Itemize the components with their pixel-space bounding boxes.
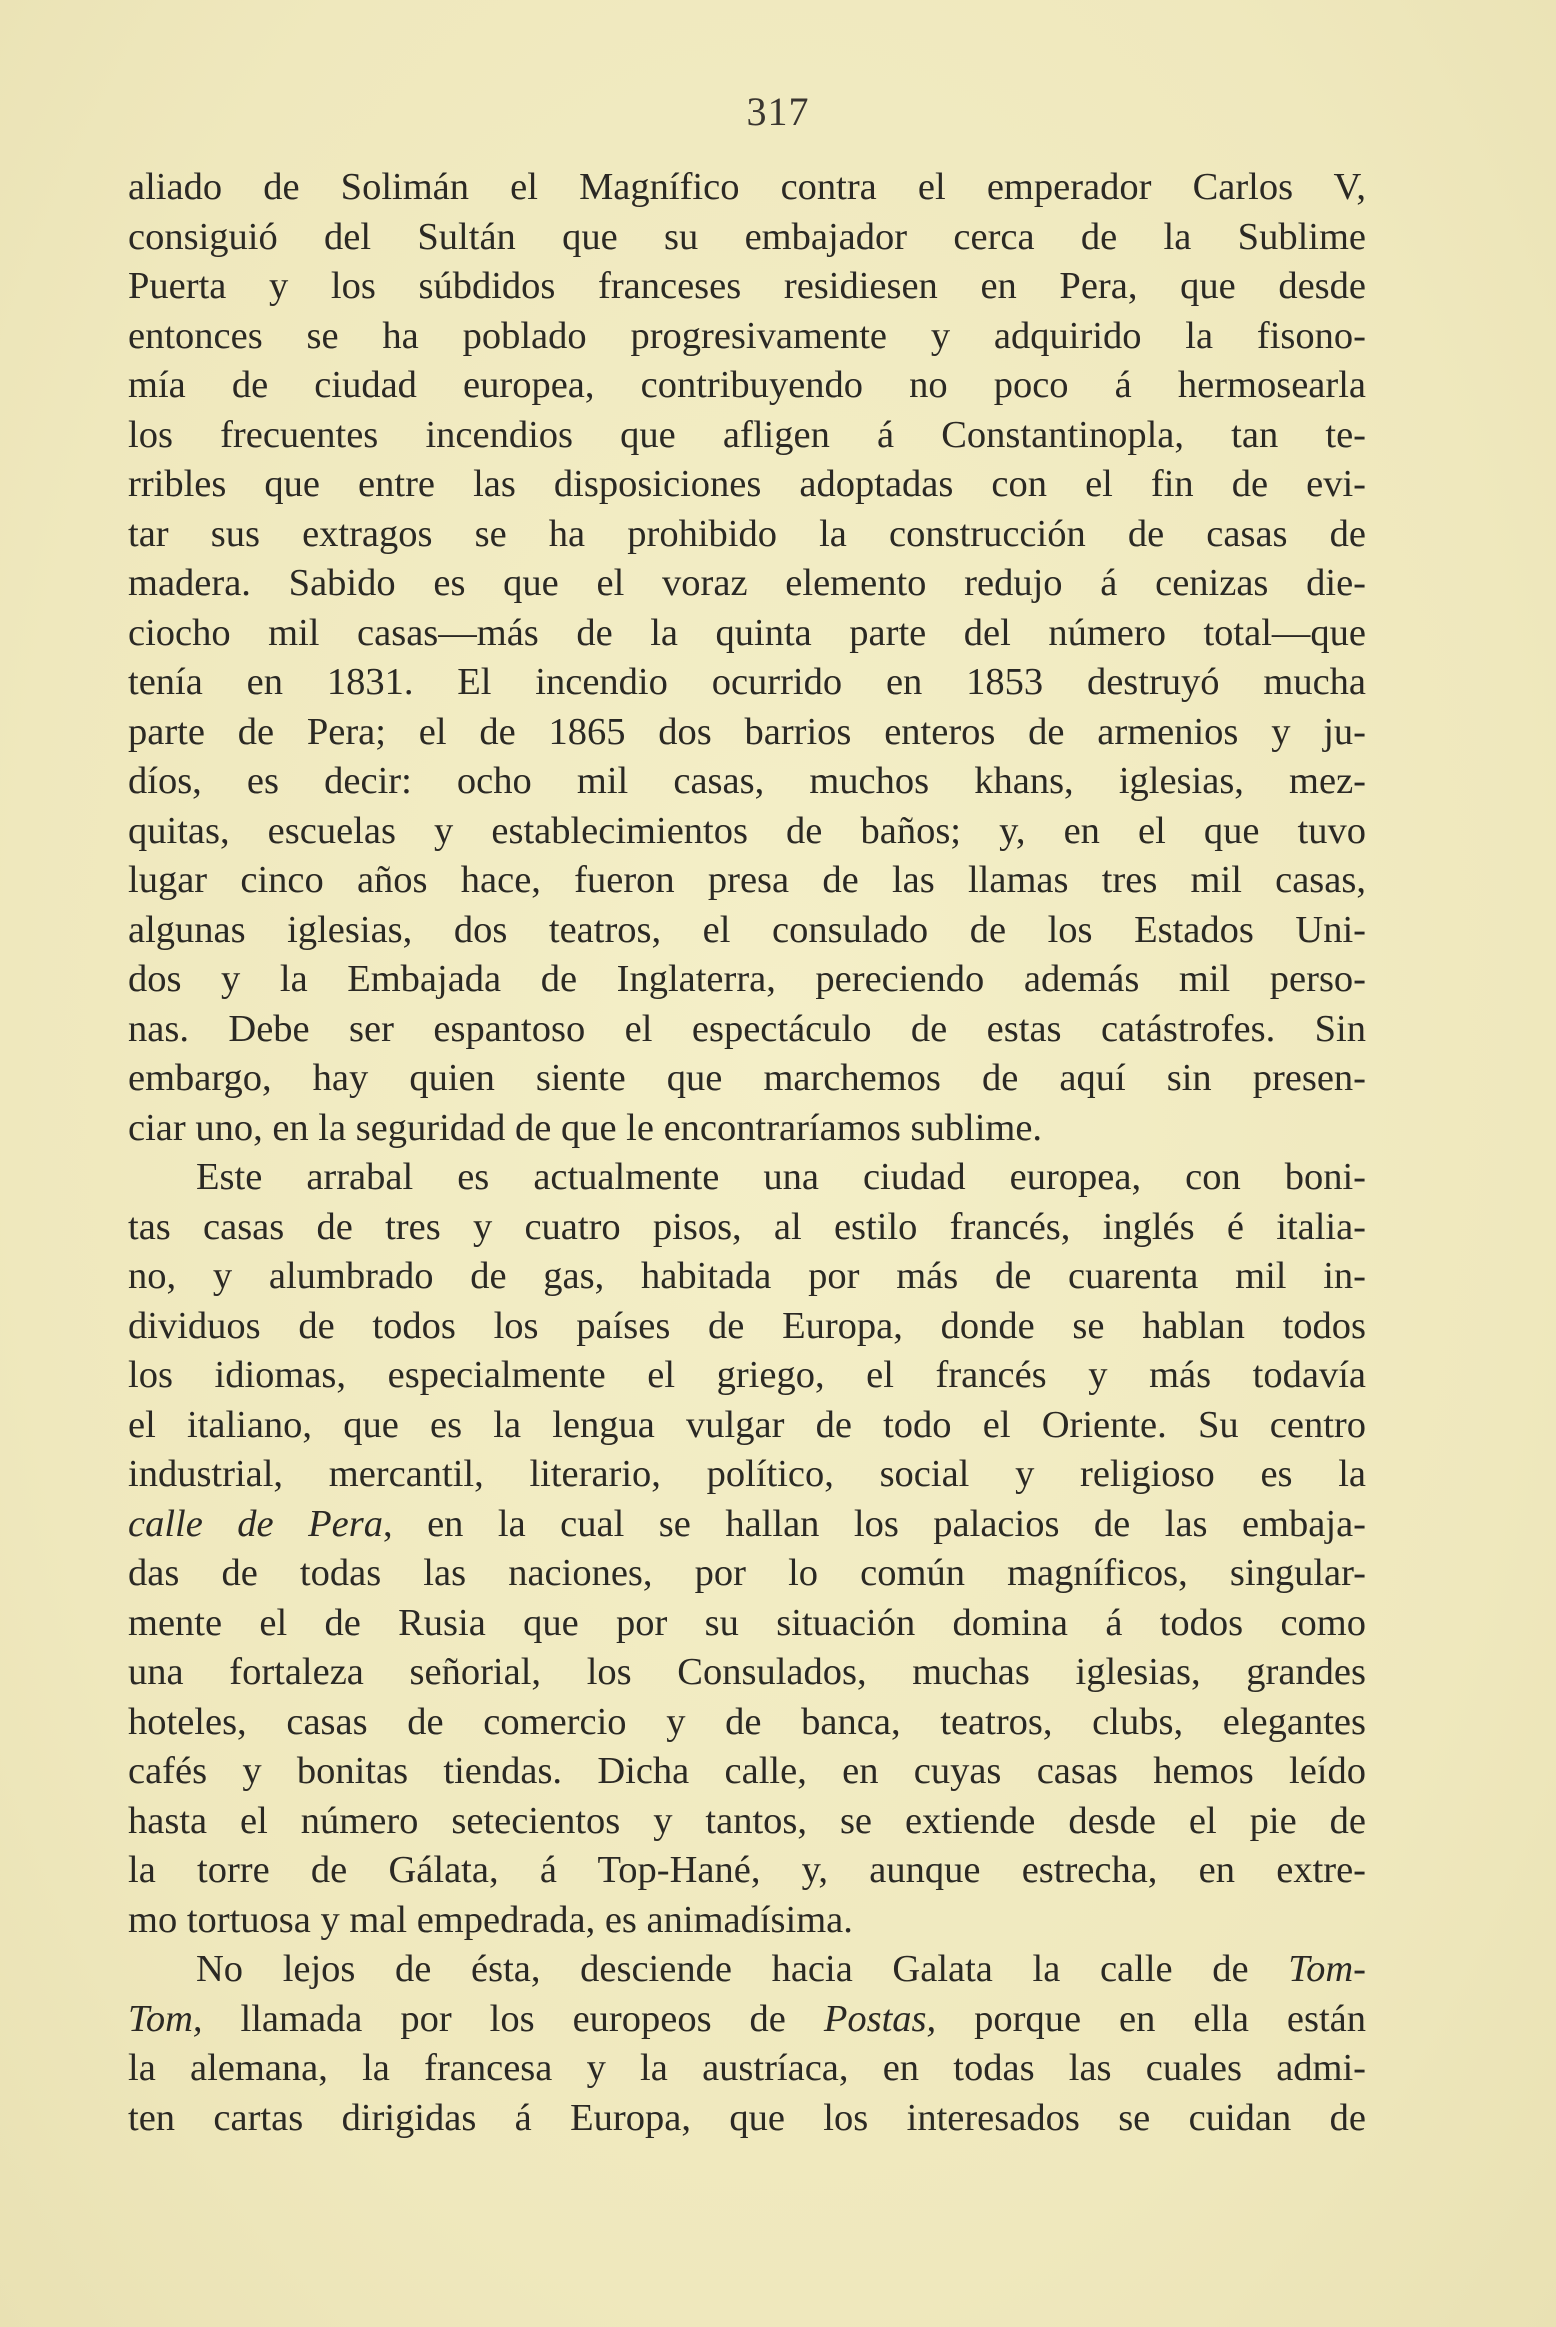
text-line: mo tortuosa y mal empedrada, es animadísima. (128, 1898, 853, 1941)
text-line: dividuos de todos los países de Europa, donde se hablan todos (128, 1304, 1366, 1347)
italic-text: Tom, (128, 1997, 203, 2040)
text-line: mía de ciudad europea, contribuyendo no poco á hermosearla (128, 364, 1366, 406)
text-line: tenía en 1831. El incendio ocurrido en 1853 destruyó mucha (128, 661, 1366, 703)
text-line (128, 1500, 1366, 1550)
text-line: ciar uno, en la seguridad de que le encontraríamos sublime. (128, 1106, 1043, 1149)
text-line: mente el de Rusia que por su situación domina á todos como (128, 1601, 1366, 1644)
italic-text: calle de Pera (128, 1502, 383, 1545)
text-line (128, 1995, 1366, 2045)
text-line: díos, es decir: ocho mil casas, muchos khans, iglesias, mez- (128, 760, 1366, 802)
text-line: dos y la Embajada de Inglaterra, pereciendo además mil perso- (128, 958, 1366, 1000)
text-line: Puerta y los súbdidos franceses residiesen en Pera, que desde (128, 265, 1366, 307)
text-line: tas casas de tres y cuatro pisos, al estilo francés, inglés é italia- (128, 1205, 1366, 1248)
text-line: el italiano, que es la lengua vulgar de todo el Oriente. Su centro (128, 1403, 1366, 1446)
text-line: Este arrabal es actualmente una ciudad europea, con boni- (196, 1156, 1366, 1198)
text-line: la alemana, la francesa y la austríaca, en todas las cuales admi- (128, 2047, 1366, 2089)
text-line: una fortaleza señorial, los Consulados, muchas iglesias, grandes (128, 1651, 1366, 1693)
text-line: embargo, hay quien siente que marchemos de aquí sin presen- (128, 1057, 1366, 1099)
text-line: los frecuentes incendios que afligen á Constantinopla, tan te- (128, 413, 1366, 456)
text-line: ten cartas dirigidas á Europa, que los interesados se cuidan de (128, 2096, 1366, 2139)
text-line: hasta el número setecientos y tantos, se extiende desde el pie de (128, 1799, 1366, 1842)
text-line: das de todas las naciones, por lo común magníficos, singular- (128, 1552, 1366, 1594)
text-line: rribles que entre las disposiciones adoptadas con el fin de evi- (128, 463, 1366, 505)
text-line: cafés y bonitas tiendas. Dicha calle, en cuyas casas hemos leído (128, 1750, 1366, 1792)
text-line: industrial, mercantil, literario, político, social y religioso es la (128, 1453, 1366, 1495)
text-line: entonces se ha poblado progresivamente y adquirido la fisono- (128, 314, 1366, 357)
text-line: la torre de Gálata, á Top-Hané, y, aunque estrecha, en extre- (128, 1849, 1366, 1891)
text-line: hoteles, casas de comercio y de banca, teatros, clubs, elegantes (128, 1700, 1366, 1743)
text-line: aliado de Solimán el Magnífico contra el emperador Carlos V, (128, 166, 1366, 208)
text-line: tar sus extragos se ha prohibido la construcción de casas de (128, 512, 1366, 555)
page-number: 317 (746, 89, 810, 134)
text-segment: , en la cual se hallan los palacios de las embaja- (382, 1502, 1366, 1545)
text-segment: porque en ella están (936, 1997, 1367, 2040)
text-line: quitas, escuelas y establecimientos de baños; y, en el que tuvo (128, 809, 1366, 852)
text-line: lugar cinco años hace, fueron presa de las llamas tres mil casas, (128, 859, 1366, 901)
text-segment: llamada por los europeos de (202, 1997, 824, 2040)
text-line: nas. Debe ser espantoso el espectáculo de estas catástrofes. Sin (128, 1007, 1366, 1050)
text-line (128, 1945, 1366, 1995)
text-line: parte de Pera; el de 1865 dos barrios enteros de armenios y ju- (128, 710, 1366, 753)
text-line: no, y alumbrado de gas, habitada por más de cuarenta mil in- (128, 1255, 1366, 1297)
italic-text: Tom- (1288, 1948, 1366, 1990)
text-line: los idiomas, especialmente el griego, el francés y más todavía (128, 1354, 1366, 1396)
text-line: consiguió del Sultán que su embajador cerca de la Sublime (128, 215, 1366, 258)
italic-text: Postas, (823, 1997, 937, 2040)
text-segment: No lejos de ésta, desciende hacia Galata la calle de (196, 1948, 1289, 1990)
text-line: madera. Sabido es que el voraz elemento redujo á cenizas die- (128, 562, 1366, 604)
body-text (128, 163, 1366, 2143)
text-line: algunas iglesias, dos teatros, el consulado de los Estados Uni- (128, 908, 1366, 951)
text-line: ciocho mil casas—más de la quinta parte del número total—que (128, 611, 1366, 654)
